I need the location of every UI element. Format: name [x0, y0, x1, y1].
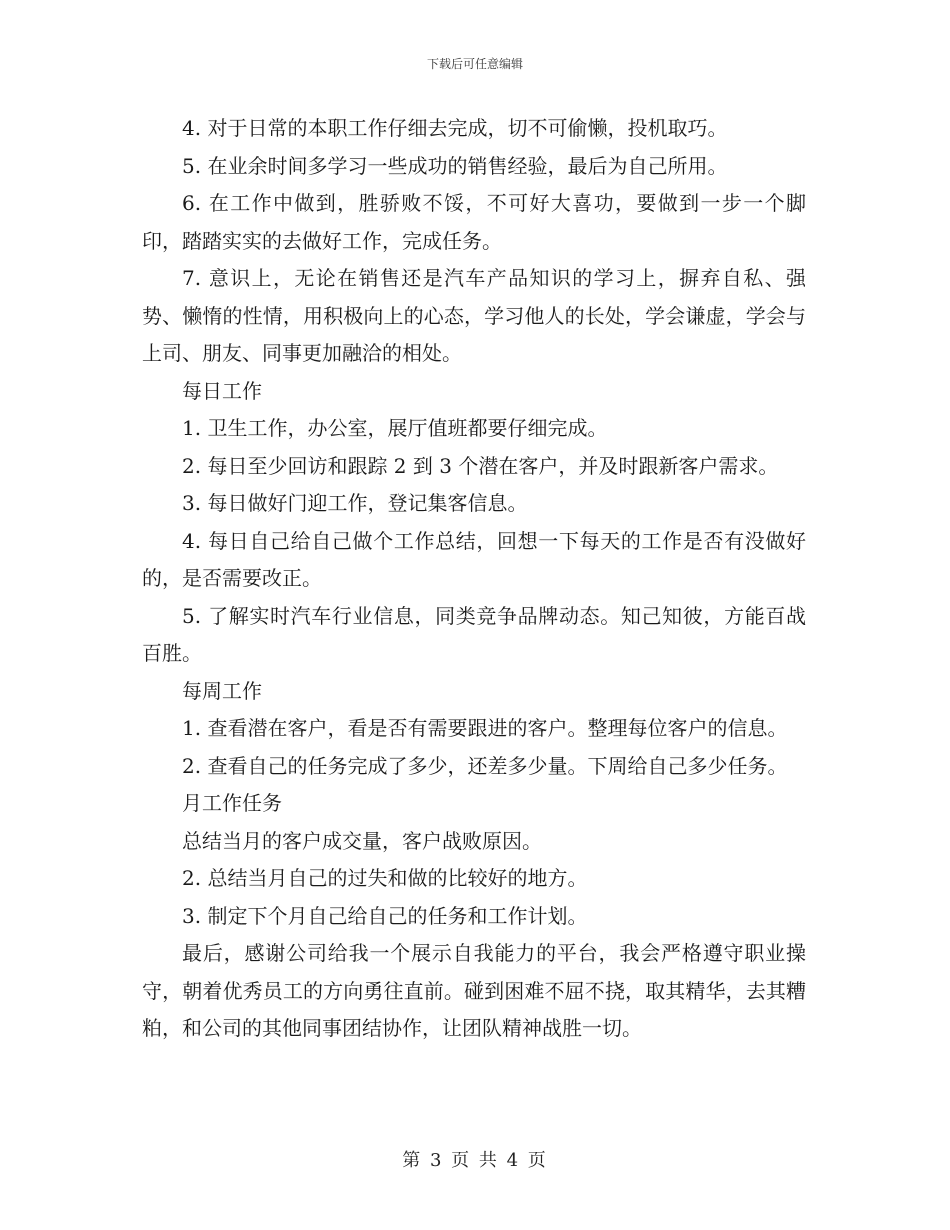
paragraph: 3. 每日做好门迎工作，登记集客信息。	[182, 491, 528, 515]
section-heading-monthly: 月工作任务	[182, 791, 282, 815]
paragraph: 4. 每日自己给自己做个工作总结，回想一下每天的工作是否有没做好的，是否需要改正。	[142, 528, 806, 590]
paragraph: 5. 在业余时间多学习一些成功的销售经验，最后为自己所用。	[182, 153, 728, 178]
document-body	[142, 110, 806, 1048]
paragraph: 4. 对于日常的本职工作仔细去完成，切不可偷懒，投机取巧。	[182, 116, 728, 140]
paragraph: 3. 制定下个月自己给自己的任务和工作计划。	[182, 903, 588, 928]
paragraph: 1. 查看潜在客户，看是否有需要跟进的客户。整理每位客户的信息。	[182, 716, 788, 740]
section-heading-daily: 每日工作	[182, 378, 262, 403]
section-heading-weekly: 每周工作	[182, 678, 262, 703]
paragraph: 总结当月的客户成交量，客户战败原因。	[182, 828, 542, 853]
paragraph: 7. 意识上，无论在销售还是汽车产品知识的学习上，摒弃自私、强势、懒惰的性情，用积极向上的心态，学习他人的长处，学会谦虚，学会与上司、朋友、同事更加融洽的相处。	[142, 266, 806, 365]
paragraph: 5. 了解实时汽车行业信息，同类竞争品牌动态。知己知彼，方能百战百胜。	[142, 603, 806, 665]
page-header: 下载后可任意编辑	[426, 57, 523, 71]
paragraph: 6. 在工作中做到，胜骄败不馁，不可好大喜功，要做到一步一个脚印，踏踏实实的去做好工作，完成任务。	[142, 191, 806, 253]
paragraph: 2. 总结当月自己的过失和做的比较好的地方。	[182, 866, 588, 890]
page-number: 第 3 页 共 4 页	[402, 1150, 548, 1171]
paragraph: 2. 查看自己的任务完成了多少，还差多少量。下周给自己多少任务。	[182, 753, 788, 778]
paragraph: 1. 卫生工作，办公室，展厅值班都要仔细完成。	[182, 416, 608, 440]
paragraph-closing: 最后，感谢公司给我一个展示自我能力的平台，我会严格遵守职业操守，朝着优秀员工的方向勇往直前。碰到困难不屈不挠，取其精华，去其糟粕，和公司的其他同事团结协作，让团队精神战胜一切。	[142, 941, 806, 1040]
paragraph: 2. 每日至少回访和跟踪 2 到 3 个潜在客户，并及时跟新客户需求。	[182, 453, 779, 478]
